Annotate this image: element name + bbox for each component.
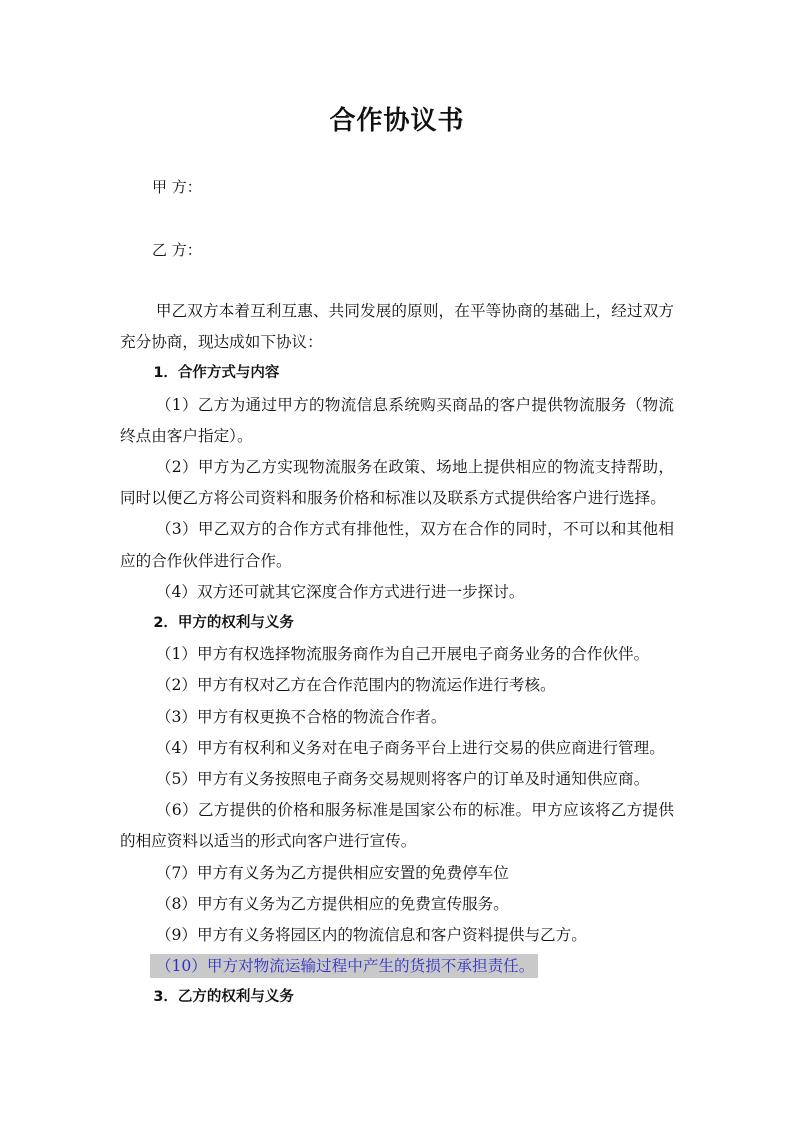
clause: （1）乙方为通过甲方的物流信息系统购买商品的客户提供物流服务（物流终点由客户指定）。 (120, 395, 674, 445)
clause: （5）甲方有义务按照电子商务交易规则将客户的订单及时通知供应商。 (155, 770, 650, 789)
clause: （2）甲方为乙方实现物流服务在政策、场地上提供相应的物流支持帮助，同时以便乙方将公司资料和服务价格和标准以及联系方式提供给客户进行选择。 (120, 458, 674, 508)
clause: （6）乙方提供的价格和服务标准是国家公布的标准。甲方应该将乙方提供的相应资料以适当的形式向客户进行宣传。 (120, 801, 674, 851)
highlighted-clause-row (120, 951, 674, 982)
clause: （4）甲方有权利和义务对在电子商务平台上进行交易的供应商进行管理。 (155, 738, 665, 757)
intro-paragraph: 甲乙双方本着互利互惠、共同发展的原则，在平等协商的基础上，经过双方充分协商，现达成如下协议： (120, 302, 674, 352)
document-title: 合作协议书 (329, 106, 465, 136)
highlighted-clause[interactable]: （10）甲方对物流运输过程中产生的货损不承担责任。 (150, 954, 539, 978)
clause: （2）甲方有权对乙方在合作范围内的物流运作进行考核。 (155, 676, 556, 695)
party-b-label: 乙 方： (152, 241, 202, 259)
party-a-label: 甲 方： (152, 178, 202, 196)
clause: （4）双方还可就其它深度合作方式进行进一步探讨。 (155, 582, 525, 601)
clause: （9）甲方有义务将园区内的物流信息和客户资料提供与乙方。 (155, 926, 587, 945)
document-body (120, 296, 674, 1014)
clause: （7）甲方有义务为乙方提供相应安置的免费停车位 (155, 863, 509, 882)
clause: （3）甲乙双方的合作方式有排他性，双方在合作的同时，不可以和其他相应的合作伙伴进行合作。 (120, 520, 674, 570)
clause: （8）甲方有义务为乙方提供相应的免费宣传服务。 (155, 894, 509, 913)
clause: （1）甲方有权选择物流服务商作为自己开展电子商务业务的合作伙伴。 (155, 645, 650, 664)
section-heading: 1．合作方式与内容 (153, 365, 280, 382)
clause: （3）甲方有权更换不合格的物流合作者。 (155, 707, 447, 726)
section-heading: 2．甲方的权利与义务 (153, 615, 294, 632)
section-heading: 3．乙方的权利与义务 (153, 989, 294, 1006)
